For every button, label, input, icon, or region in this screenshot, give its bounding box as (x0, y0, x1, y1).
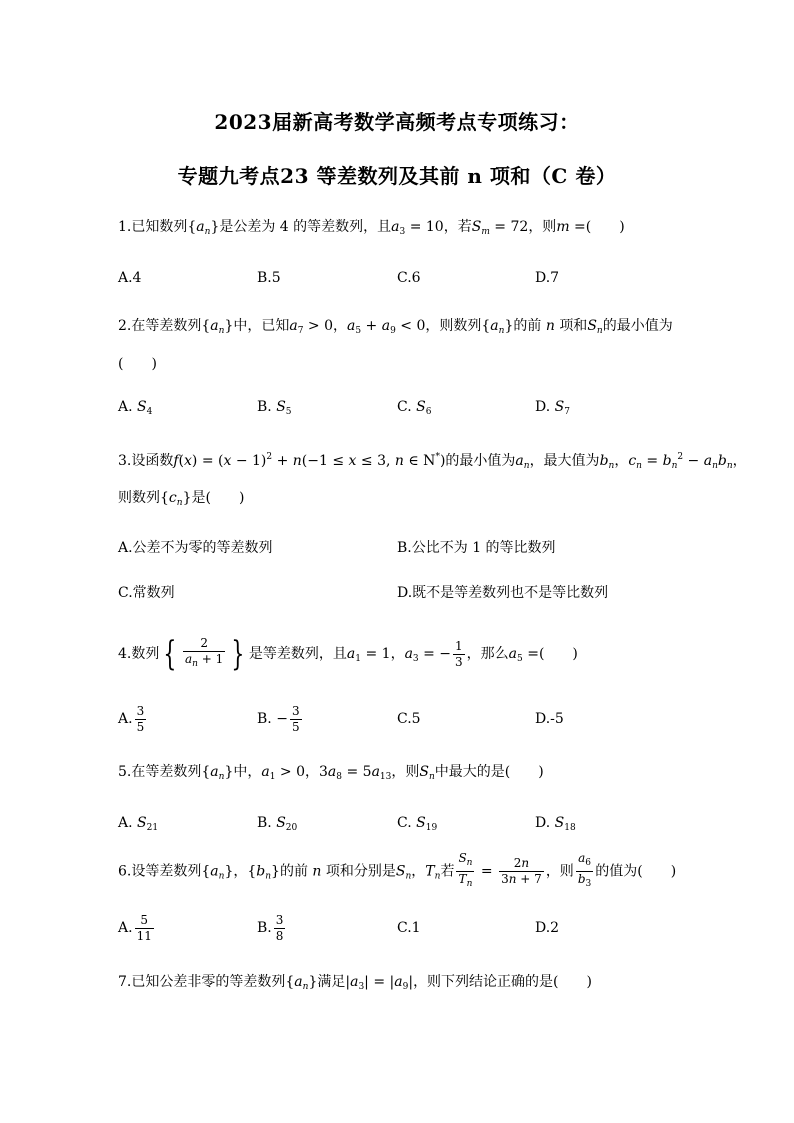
document-subtitle: 专题九考点23 等差数列及其前 n 项和（C 卷） (177, 164, 617, 188)
question-3-option-d[interactable]: D.既不是等差数列也不是等比数列 (397, 585, 609, 601)
document-title: 2023届新高考数学高频考点专项练习： (214, 110, 580, 134)
question-5-option-c[interactable]: C. $S_{19}$ (397, 815, 438, 833)
question-1-option-c[interactable]: C.6 (397, 270, 421, 286)
question-2-stem-cont: ( ) (118, 356, 157, 372)
question-6-option-d[interactable]: D.2 (535, 920, 560, 936)
question-3-option-c[interactable]: C.常数列 (118, 585, 175, 601)
question-4-option-a[interactable]: A. $\frac{3}{5}$ (118, 703, 145, 734)
question-6-option-c[interactable]: C.1 (397, 920, 421, 936)
question-5-stem: 5.在等差数列$\{a_n\}$中，$a_1 > 0$，$3a_8 = 5a_{13}$，则$S_n$中最大的是( ) (118, 764, 544, 782)
question-6-option-a[interactable]: A. $\frac{5}{11}$ (118, 912, 152, 943)
question-3-option-b[interactable]: B.公比不为 1 的等比数列 (397, 540, 556, 556)
question-4-option-b[interactable]: B. − $\frac{3}{5}$ (257, 703, 300, 734)
question-5-option-b[interactable]: B. $S_{20}$ (257, 815, 298, 833)
question-2-option-c[interactable]: C. $S_6$ (397, 399, 432, 417)
question-4-option-d[interactable]: D.-5 (535, 711, 564, 727)
question-2-option-a[interactable]: A. $S_4$ (118, 399, 153, 417)
question-6-option-b[interactable]: B. $\frac{3}{8}$ (257, 912, 284, 943)
question-2-stem: 2.在等差数列$\{a_n\}$中，已知$a_7 > 0$，$a_5 + a_9 < 0$，则数列$\{a_n\}$的前 n 项和$S_n$的最小值为 (118, 318, 673, 336)
question-5-option-a[interactable]: A. $S_{21}$ (118, 815, 159, 833)
question-3-option-a[interactable]: A.公差不为零的等差数列 (118, 540, 273, 556)
question-2-option-d[interactable]: D. $S_7$ (535, 399, 570, 417)
question-5-option-d[interactable]: D. $S_{18}$ (535, 815, 576, 833)
question-3-stem: 3.设函数$f(x) = (x - 1)^2 + n(-1 \le x \le 3$, n ∈ N*)的最小值为$a_n$，最大值为$b_n$，$c_n = b_n^2 - a_nb_n$， (118, 452, 747, 471)
question-7-stem: 7.已知公差非零的等差数列$\{a_n\}$满足$|a_3| = |a_9|$，则下列结论正确的是( ) (118, 974, 592, 992)
question-2-option-b[interactable]: B. $S_5$ (257, 399, 292, 417)
question-1-option-d[interactable]: D.7 (535, 270, 560, 286)
question-1-stem: 1.已知数列$\{a_n\}$是公差为 4 的等差数列，且$a_3 = 10$，若$S_m = 72$，则m =( ) (118, 219, 625, 237)
question-6-stem: 6.设等差数列$\{a_n\}$，$\{b_n\}$的前 n 项和分别是$S_n$，$T_n$若 $\frac{S_n}{T_n}$ = $\frac{2n}{3n + 7}$ ，则 $\frac{a_6}{b_3}$ 的值为( ) (118, 851, 677, 889)
question-3-stem-cont: 则数列$\{c_n\}$是( ) (118, 490, 245, 508)
question-4-stem: 4.数列 { $\frac{2}{a_n + 1}$ } 是等差数列，且$a_1 = 1$，$a_3$ = − $\frac{1}{3}$ ，那么$a_5$ =( ) (118, 634, 578, 674)
question-1-option-a[interactable]: A.4 (118, 270, 142, 286)
question-4-option-c[interactable]: C.5 (397, 711, 421, 727)
question-1-option-b[interactable]: B.5 (257, 270, 281, 286)
